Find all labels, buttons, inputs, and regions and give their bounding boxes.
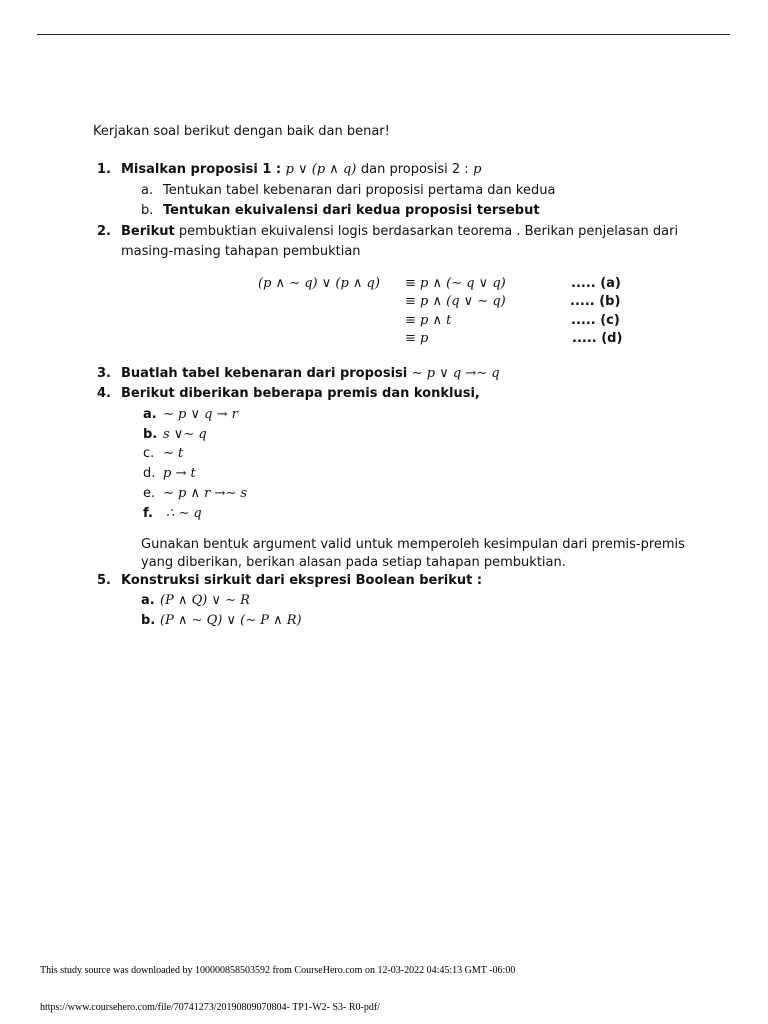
proof-step-d: ≡ p bbox=[405, 331, 429, 346]
q1-text-b: dan proposisi 2 : bbox=[360, 162, 469, 177]
proof-tag-c: ..... (c) bbox=[571, 313, 620, 328]
q2-line-2: masing-masing tahapan pembuktian bbox=[121, 244, 361, 259]
q4-item-b-label: b. bbox=[143, 427, 158, 442]
proof-step-c: ≡ p ∧ t bbox=[405, 313, 452, 328]
q5-number: 5. bbox=[97, 573, 111, 588]
proof-tag-b: ..... (b) bbox=[570, 294, 621, 309]
q2-lead: Berikut bbox=[121, 224, 175, 239]
q5-item-b-math: (P ∧ ∼ Q) ∨ (∼ P ∧ R) bbox=[160, 613, 302, 628]
q1-sub-b-label: b. bbox=[141, 203, 154, 218]
q5-item-a-math: (P ∧ Q) ∨ ∼ R bbox=[160, 593, 250, 608]
q4-item-f-math: ∴ ∼ q bbox=[166, 506, 202, 521]
q3-number: 3. bbox=[97, 366, 111, 381]
q1-proposition-1: p ∨ (p ∧ q) bbox=[285, 162, 357, 177]
q1-proposition-2: p bbox=[473, 162, 482, 177]
top-rule bbox=[37, 34, 730, 35]
q1-text-a: Misalkan proposisi 1 : bbox=[121, 162, 282, 177]
q2-number: 2. bbox=[97, 224, 111, 239]
q3-text: Buatlah tabel kebenaran dari proposisi bbox=[121, 366, 408, 381]
proof-tag-d: ..... (d) bbox=[572, 331, 623, 346]
q4-item-e-label: e. bbox=[143, 486, 156, 501]
q4-text: Berikut diberikan beberapa premis dan konklusi, bbox=[121, 386, 480, 401]
q5-item-b-label: b. bbox=[141, 613, 156, 628]
q3-line bbox=[121, 366, 500, 382]
q4-item-a-math: ∼ p ∨ q → r bbox=[163, 407, 238, 422]
proof-tag-a: ..... (a) bbox=[571, 276, 621, 291]
q4-item-f-label: f. bbox=[143, 506, 153, 521]
q4-number: 4. bbox=[97, 386, 111, 401]
q4-note-line-1: Gunakan bentuk argument valid untuk memperoleh kesimpulan dari premis-premis bbox=[141, 537, 685, 552]
q4-item-d-math: p → t bbox=[163, 466, 196, 481]
proof-step-a: ≡ p ∧ (∼ q ∨ q) bbox=[405, 276, 506, 291]
q3-proposition: ∼ p ∨ q →∼ q bbox=[411, 366, 500, 381]
q4-item-b-math: s ∨∼ q bbox=[163, 427, 207, 442]
q5-text: Konstruksi sirkuit dari ekspresi Boolean berikut : bbox=[121, 573, 483, 588]
q4-item-d-label: d. bbox=[143, 466, 156, 481]
q4-item-c-math: ∼ t bbox=[163, 446, 184, 461]
instruction-text: Kerjakan soal berikut dengan baik dan benar! bbox=[93, 124, 390, 139]
proof-step-b: ≡ p ∧ (q ∨ ∼ q) bbox=[405, 294, 506, 309]
source-url[interactable]: https://www.coursehero.com/file/70741273/20190809070804- TP1-W2- S3- R0-pdf/ bbox=[40, 1002, 380, 1013]
q2-line-1 bbox=[121, 224, 678, 240]
q1-sub-b-text: Tentukan ekuivalensi dari kedua proposisi tersebut bbox=[163, 203, 540, 218]
q5-item-a-label: a. bbox=[141, 593, 155, 608]
proof-lhs: (p ∧ ∼ q) ∨ (p ∧ q) bbox=[258, 276, 380, 291]
q1-line bbox=[121, 162, 481, 178]
q1-number: 1. bbox=[97, 162, 111, 177]
q1-sub-a-label: a. bbox=[141, 183, 154, 198]
q4-item-c-label: c. bbox=[143, 446, 155, 461]
q4-note-line-2: yang diberikan, berikan alasan pada setiap tahapan pembuktian. bbox=[141, 555, 566, 570]
q4-item-a-label: a. bbox=[143, 407, 157, 422]
q4-item-e-math: ∼ p ∧ r →∼ s bbox=[163, 486, 248, 501]
q1-sub-a-text: Tentukan tabel kebenaran dari proposisi pertama dan kedua bbox=[163, 183, 556, 198]
download-notice: This study source was downloaded by 100000858503592 from CourseHero.com on 12-03-2022 04:45:13 GMT -06:00 bbox=[40, 965, 516, 976]
q2-text-1: pembuktian ekuivalensi logis berdasarkan teorema . Berikan penjelasan dari bbox=[178, 224, 679, 239]
